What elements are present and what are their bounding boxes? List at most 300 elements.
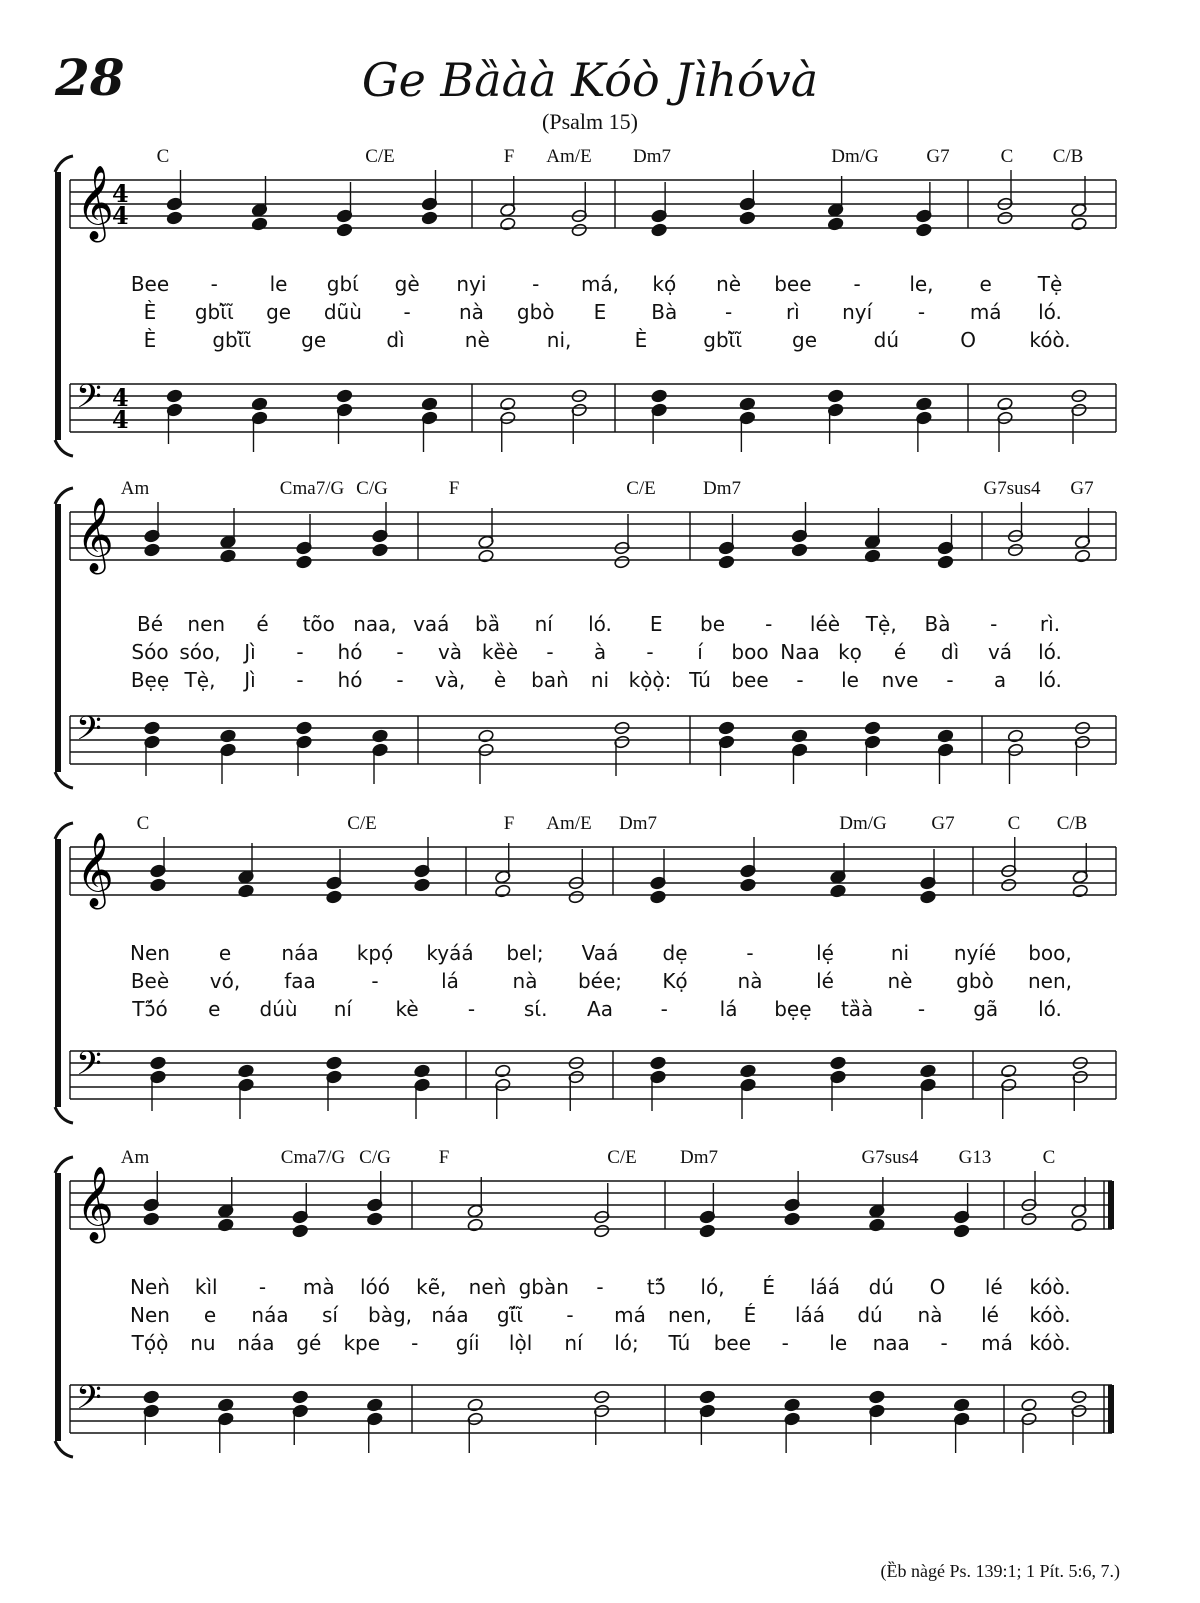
lyric-syllable: nyíé [953,941,997,965]
lyric-syllable: È [143,300,157,324]
lyric-hyphen: - [660,997,668,1021]
chord-symbol: Dm7 [619,813,657,834]
bass-notehead [150,1056,167,1070]
bass-notehead [220,729,237,743]
lyric-hyphen: - [396,668,404,692]
chord-symbol: C/E [607,1147,637,1168]
chord-symbol: C [1042,1147,1056,1168]
lyric-syllable: má [981,1331,1013,1355]
lyric-syllable: ni [590,668,610,692]
lyric-hyphen: - [532,272,540,296]
lyric-syllable: Beè [130,969,170,993]
chord-symbol: C/B [1052,146,1084,167]
lyric-syllable: bee [713,1331,751,1355]
lyric-syllable: nyi [456,272,487,296]
lyric-syllable: gè [394,272,420,296]
lyric-hyphen: - [940,1331,948,1355]
lyric-syllable: rì. [1039,612,1061,636]
system-bracket-top [55,823,73,839]
lyric-syllable: é [893,640,907,664]
chord-symbol: Cma7/G [280,1147,346,1168]
lyric-syllable: í [697,640,703,664]
lyric-syllable: gbò [516,300,555,324]
chord-symbol: C/G [356,478,388,499]
chord-symbol: Am [120,478,150,499]
bass-notehead [997,397,1014,411]
bass-notehead [366,1398,383,1412]
lyric-syllable: kọ́ [652,272,677,296]
lyric-syllable: ló. [588,612,612,636]
lyric-syllable: kóò. [1029,1275,1071,1299]
chord-symbol: C [136,813,150,834]
lyric-hyphen: - [990,612,998,636]
chord-symbol: F [438,1147,450,1168]
lyric-syllable: e [979,272,992,296]
lyric-syllable: È [634,328,648,352]
lyric-syllable: Bà [651,300,678,324]
chord-symbol: G7 [931,813,955,834]
lyric-syllable: kè [395,997,419,1021]
lyric-syllable: boo, [1028,941,1072,965]
bass-notehead [217,1398,234,1412]
lyric-syllable: náa [251,1303,289,1327]
treble-notehead [1007,543,1024,557]
treble-notehead [916,223,933,237]
treble-clef-icon: 𝄞 [76,498,114,572]
lyric-syllable: má [614,1303,646,1327]
lyric-syllable: é [256,612,269,636]
chord-symbol: C/E [365,146,395,167]
treble-notehead [220,549,237,563]
chord-symbol: C/B [1056,813,1088,834]
treble-notehead [1071,217,1088,231]
treble-notehead [997,211,1014,225]
treble-notehead [920,890,937,904]
bass-clef-icon: 𝄢 [76,710,102,756]
chord-symbol: Dm7 [633,146,671,167]
lyric-syllable: má [969,300,1002,324]
lyric-syllable: kpe [343,1331,381,1355]
lyric-syllable: dẹ [662,941,688,965]
lyric-syllable: léè [809,612,841,636]
lyric-syllable: nen [187,612,226,636]
bass-notehead [166,389,183,403]
lyric-syllable: ló; [614,1331,639,1355]
bass-notehead [718,721,735,735]
treble-notehead [699,1224,716,1238]
bass-notehead [784,1398,801,1412]
lyric-syllable: gã [973,997,999,1021]
treble-notehead [144,543,161,557]
lyric-hyphen: - [258,1275,267,1299]
lyric-syllable: náa [431,1303,469,1327]
bass-notehead [864,721,881,735]
bass-notehead [651,389,668,403]
treble-notehead [336,223,353,237]
lyric-hyphen: - [296,668,304,692]
lyric-hyphen: - [210,272,218,296]
lyric-syllable: a [993,668,1007,692]
lyric-syllable: Tẹ̀ [1037,272,1063,296]
song-title: Ge Bȁàà Kóò Jìhóvà [361,53,819,107]
lyric-syllable: nen, [1027,969,1073,993]
chord-symbol: Dm7 [680,1147,718,1168]
bass-notehead [143,1390,160,1404]
bass-notehead [467,1398,484,1412]
lyric-hyphen: - [296,640,304,664]
lyric-syllable: gbàn [518,1275,569,1299]
system-bracket-top [55,156,73,172]
lyric-syllable: kóò. [1029,328,1071,352]
lyric-syllable: faa [284,969,316,993]
bass-notehead [916,397,933,411]
treble-notehead [166,211,183,225]
lyric-syllable: láá [809,1275,841,1299]
lyric-syllable: gíi [455,1331,480,1355]
lyric-syllable: gé [296,1331,322,1355]
lyric-syllable: le [829,1331,848,1355]
lyric-syllable: vó, [209,969,241,993]
system-bracket-top [55,488,73,504]
lyric-syllable: dúù [259,997,298,1021]
bass-notehead [296,721,313,735]
chord-symbol: Am/E [546,813,592,834]
lyric-syllable: gɩ̃́ɩ̃ [496,1303,524,1327]
bass-notehead [1007,729,1024,743]
lyric-syllable: Vaá [581,941,619,965]
lyric-syllable: lá [441,969,459,993]
lyric-syllable: bee [731,668,769,692]
chord-symbol: Dm/G [839,813,887,834]
lyric-hyphen: - [467,997,476,1021]
lyric-syllable: naa, [353,612,397,636]
lyric-syllable: sɩ́. [523,997,548,1021]
treble-notehead [830,884,847,898]
lyric-syllable: neǹ [468,1275,507,1299]
treble-notehead [593,1224,610,1238]
system-bracket-bottom [55,772,73,788]
bass-notehead [494,1064,511,1078]
system-bracket-top [55,1157,73,1173]
lyric-syllable: vaá [413,612,450,636]
treble-notehead [326,890,343,904]
final-barline-thick [1108,1181,1114,1229]
time-signature-digit: 4 [112,201,129,230]
lyric-syllable: bàg, [367,1303,413,1327]
chord-symbol: Cma7/G [279,478,345,499]
lyric-syllable: tȁà [840,997,874,1021]
lyric-syllable: Neǹ [130,1275,170,1299]
bass-notehead [739,397,756,411]
treble-notehead [937,555,954,569]
lyric-syllable: ni [890,941,910,965]
treble-notehead [864,549,881,563]
lyric-syllable: nà [458,300,484,324]
lyric-hyphen: - [546,640,554,664]
lyric-syllable: tɔ̃́ [646,1275,666,1299]
system-bracket-bottom [55,440,73,456]
lyric-syllable: ló, [700,1275,725,1299]
lyric-syllable: nà [737,969,763,993]
lyric-syllable: Tɔ̃́ó [132,997,168,1021]
treble-notehead [150,878,167,892]
lyric-syllable: lé [981,1303,999,1327]
system-bracket-bottom [55,1107,73,1123]
lyric-syllable: Tẹ̀, [184,668,216,692]
lyric-syllable: tõo [302,612,335,636]
lyric-syllable: lóó [359,1275,391,1299]
lyric-syllable: gbò [956,969,994,993]
bass-notehead [326,1056,343,1070]
lyric-syllable: rì [785,300,800,324]
lyric-syllable: gbɩ́ [326,272,359,296]
lyric-syllable: Kọ́ [662,969,688,993]
treble-notehead [1000,878,1017,892]
lyric-hyphen: - [917,300,926,324]
bass-notehead [869,1390,886,1404]
lyric-syllable: ló. [1038,997,1062,1021]
lyric-syllable: dú [868,1275,894,1299]
lyric-syllable: E [649,612,663,636]
treble-notehead [571,223,588,237]
lyric-hyphen: - [796,668,804,692]
lyric-syllable: nà [512,969,538,993]
bass-notehead [251,397,268,411]
bass-notehead [414,1064,431,1078]
lyric-syllable: và [437,640,463,664]
lyric-syllable: O [929,1275,946,1299]
lyric-syllable: É [762,1275,776,1299]
treble-clef-icon: 𝄞 [76,833,114,907]
chord-symbol: Am [120,1147,150,1168]
lyric-syllable: Jì [244,668,256,692]
lyric-syllable: ge [301,328,327,352]
song-subtitle: (Psalm 15) [542,109,638,134]
bass-notehead [499,397,516,411]
lyric-syllable: ge [792,328,818,352]
lyric-syllable: Sóo [131,640,169,664]
chord-symbol: C/E [347,813,377,834]
treble-notehead [251,217,268,231]
bass-notehead [478,729,495,743]
lyric-syllable: ló. [1038,640,1062,664]
lyric-syllable: naa [872,1331,910,1355]
treble-notehead [784,1212,801,1226]
treble-notehead [827,217,844,231]
lyric-hyphen: - [917,997,926,1021]
lyric-syllable: Bẹẹ [130,668,170,692]
chord-symbol: Am/E [546,146,592,167]
chord-symbol: G13 [958,1147,992,1168]
lyric-syllable: sí [322,1303,338,1327]
lyric-syllable: lọ̀l [508,1331,533,1355]
lyric-syllable: nen, [667,1303,713,1327]
lyric-syllable: e [218,941,232,965]
bass-notehead [830,1056,847,1070]
lyric-syllable: má, [580,272,620,296]
lyric-syllable: hó [337,640,363,664]
lyric-syllable: kọ̀ọ̀: [628,668,672,692]
lyric-syllable: nu [190,1331,216,1355]
bass-notehead [336,389,353,403]
treble-notehead [296,555,313,569]
lyric-syllable: dì [940,640,960,664]
chord-symbol: G7 [926,146,950,167]
bass-notehead [1000,1064,1017,1078]
lyric-syllable: le [269,272,288,296]
lyric-syllable: ló. [1038,668,1062,692]
lyric-hyphen: - [371,969,379,993]
chord-symbol: Dm7 [703,478,741,499]
lyric-syllable: e [203,1303,217,1327]
bass-notehead [920,1064,937,1078]
treble-notehead [953,1224,970,1238]
bass-notehead [937,729,954,743]
lyric-syllable: nve [881,668,919,692]
bass-notehead [144,721,161,735]
lyric-syllable: le [841,668,859,692]
lyric-syllable: náa [281,941,319,965]
lyric-syllable: ni, [546,328,572,352]
treble-notehead [869,1218,886,1232]
lyric-syllable: le, [909,272,934,296]
lyric-syllable: lá [719,997,738,1021]
chord-symbol: C [1000,146,1014,167]
chord-symbol: C [1007,813,1021,834]
treble-notehead [467,1218,484,1232]
system-bracket-bottom [55,1441,73,1457]
lyric-syllable: nè [464,328,490,352]
lyric-syllable: gbɩ̃̀ɩ̃ [212,328,252,352]
lyric-syllable: kóò. [1029,1303,1071,1327]
bass-clef-icon: 𝄢 [76,378,102,424]
lyric-syllable: bee [774,272,812,296]
lyric-syllable: lẹ́ [816,941,834,965]
treble-notehead [614,555,631,569]
lyric-syllable: bée; [577,969,623,993]
treble-notehead [740,878,757,892]
chord-symbol: F [448,478,460,499]
lyric-hyphen: - [566,1303,574,1327]
treble-notehead [366,1212,383,1226]
lyric-hyphen: - [853,272,861,296]
treble-notehead [718,555,735,569]
lyric-hyphen: - [765,612,773,636]
time-signature-digit: 4 [112,179,129,208]
lyric-syllable: e [208,997,221,1021]
chord-symbol: C/E [626,478,656,499]
bass-notehead [791,729,808,743]
lyric-syllable: Bé [136,612,164,636]
lyric-syllable: boo [731,640,769,664]
lyric-syllable: nyí [842,300,873,324]
lyric-syllable: É [743,1303,757,1327]
lyric-syllable: è [493,668,507,692]
lyric-syllable: ní [564,1331,583,1355]
chord-symbol: C/G [359,1147,391,1168]
lyric-syllable: kóò. [1029,1331,1071,1355]
lyric-syllable: kpọ́ [356,941,394,965]
lyric-syllable: bẹẹ [774,997,812,1021]
lyric-syllable: Tọ́ọ̀ [131,1331,169,1355]
treble-notehead [650,890,667,904]
lyric-syllable: Nen [130,1303,170,1327]
chord-symbol: Dm/G [831,146,879,167]
lyric-syllable: nè [716,272,742,296]
lyric-syllable: Tú [668,1331,691,1355]
chord-symbol: F [503,813,515,834]
lyric-syllable: ní [333,997,352,1021]
lyric-syllable: dì [386,328,405,352]
bass-notehead [740,1064,757,1078]
treble-notehead [421,211,438,225]
lyric-syllable: Jì [244,640,256,664]
lyric-syllable: E [593,300,607,324]
treble-notehead [292,1224,309,1238]
treble-notehead [217,1218,234,1232]
time-signature-digit: 4 [112,405,129,434]
treble-notehead [1072,884,1089,898]
lyric-hyphen: - [403,300,411,324]
lyric-syllable: dũù [323,300,362,324]
lyric-syllable: È [143,328,157,352]
treble-notehead [1021,1212,1038,1226]
treble-notehead [1074,549,1091,563]
bass-notehead [827,389,844,403]
lyric-syllable: dú [857,1303,883,1327]
lyric-hyphen: - [411,1331,419,1355]
bass-notehead [699,1390,716,1404]
bass-notehead [372,729,389,743]
time-signature-digit: 4 [112,383,129,412]
lyric-syllable: kọ [838,640,862,664]
treble-notehead [499,217,516,231]
lyric-syllable: vá [987,640,1013,664]
lyric-syllable: Bà [924,612,951,636]
scripture-footnote: (Ȅb nàgé Ps. 139:1; 1 Pít. 5:6, 7.) [880,1561,1120,1581]
lyric-syllable: ge [266,300,292,324]
bass-notehead [1021,1398,1038,1412]
lyric-hyphen: - [646,640,654,664]
lyric-syllable: náa [237,1331,275,1355]
treble-notehead [414,878,431,892]
lyric-syllable: lé [984,1275,1003,1299]
lyric-syllable: láá [794,1303,826,1327]
treble-notehead [238,884,255,898]
lyric-hyphen: - [396,640,404,664]
treble-clef-icon: 𝄞 [76,166,114,240]
lyric-syllable: kìl [194,1275,218,1299]
lyric-syllable: Aa [587,997,613,1021]
lyric-syllable: bel; [506,941,544,965]
lyric-syllable: O [960,328,977,352]
lyric-hyphen: - [781,1331,789,1355]
lyric-syllable: ló. [1038,300,1062,324]
chord-symbol: G7sus4 [861,1147,919,1168]
lyric-syllable: Bee [130,272,170,296]
treble-notehead [478,549,495,563]
chord-symbol: F [503,146,515,167]
lyric-syllable: gbɩ̃̀ɩ̃ [194,300,234,324]
treble-notehead [739,211,756,225]
lyric-syllable: hó [337,668,363,692]
lyric-syllable: kẽ, [416,1275,447,1299]
final-barline-thick [1108,1385,1114,1433]
chord-symbol: G7sus4 [983,478,1041,499]
lyric-hyphen: - [746,941,754,965]
lyric-syllable: gbɩ̃̀ɩ̃ [703,328,743,352]
treble-notehead [791,543,808,557]
